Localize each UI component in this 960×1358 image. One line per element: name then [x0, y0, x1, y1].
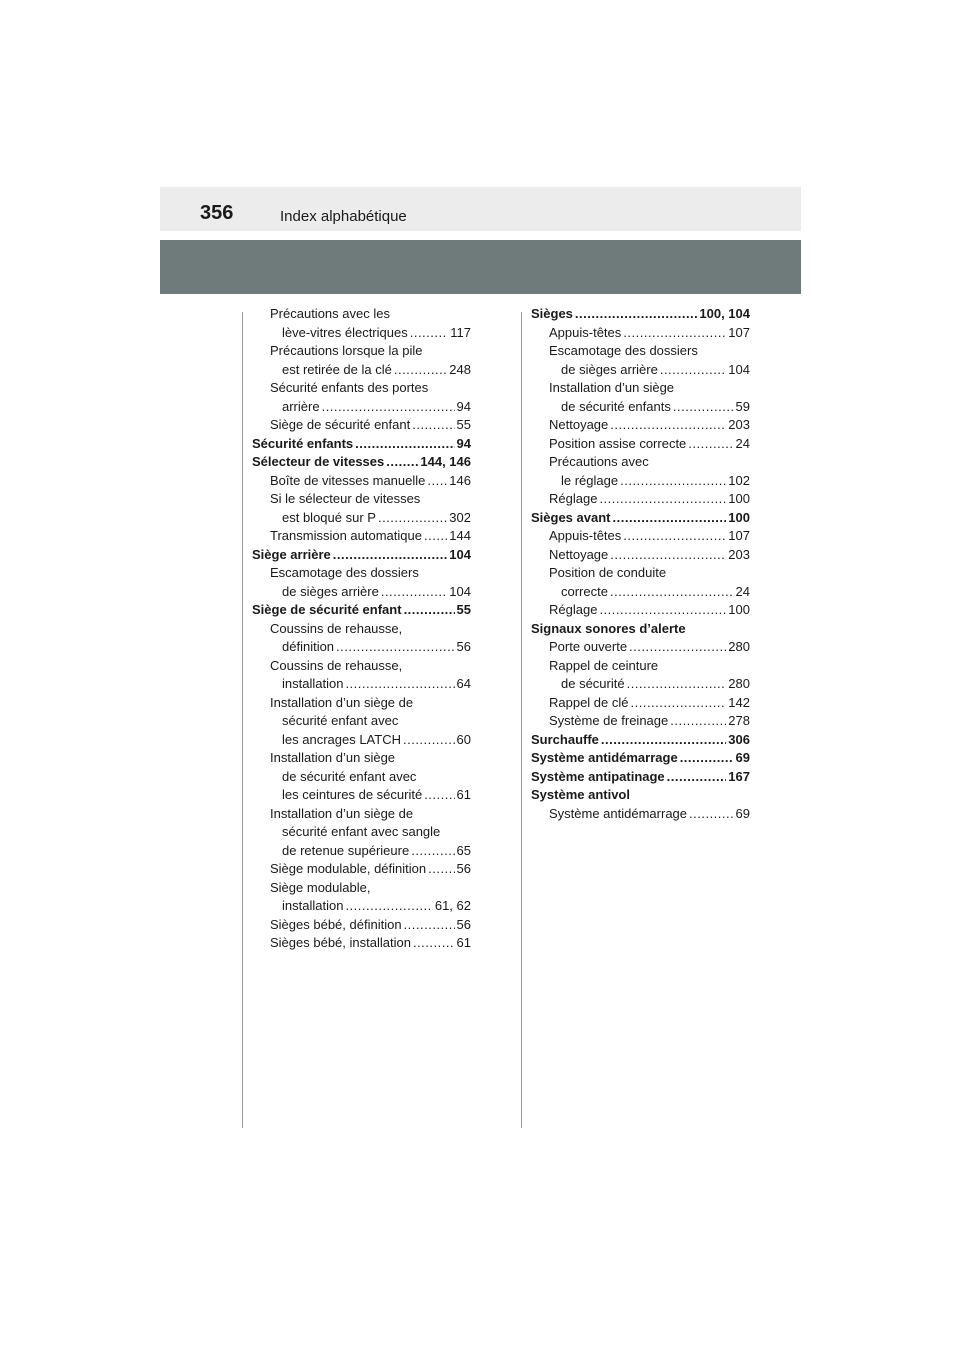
- index-page-ref: 64: [456, 676, 471, 691]
- index-term: Sécurité enfants: [252, 435, 354, 451]
- index-term: Installation d’un siège de: [270, 805, 414, 821]
- index-page-ref: 117: [450, 324, 471, 340]
- index-entry: [252, 601, 471, 620]
- index-subentry: [531, 361, 750, 380]
- index-subentry: [531, 638, 750, 657]
- index-subentry: [252, 897, 471, 916]
- leader-dots: [424, 786, 454, 805]
- index-term: Sièges: [531, 306, 573, 321]
- index-subentry: [252, 305, 471, 324]
- index-term: est retirée de la clé: [282, 361, 392, 377]
- index-term: Sécurité enfants des portes: [270, 380, 429, 395]
- index-term: Installation d’un siège: [549, 380, 675, 395]
- index-entry: [531, 620, 750, 639]
- index-subentry: [252, 934, 471, 953]
- leader-dots: [322, 398, 455, 417]
- index-subentry: [252, 860, 471, 879]
- index-page-ref: 61: [456, 935, 471, 950]
- index-page-ref: 100: [728, 491, 750, 506]
- index-term: de sièges arrière: [561, 361, 658, 377]
- index-subentry: [252, 805, 471, 824]
- index-page-ref: 167: [728, 768, 750, 784]
- index-term: Nettoyage: [549, 417, 609, 432]
- index-column-left: [252, 305, 471, 953]
- leader-dots: [403, 731, 455, 750]
- index-term: Système de freinage: [549, 713, 669, 728]
- index-subentry: [252, 324, 471, 343]
- index-page-ref: 59: [735, 398, 750, 414]
- index-subentry: [252, 416, 471, 435]
- index-term: sécurité enfant avec: [282, 713, 399, 728]
- leader-dots: [410, 324, 449, 343]
- index-subentry: [252, 361, 471, 380]
- index-term: lève-vitres électriques: [282, 324, 408, 340]
- index-subentry: [531, 472, 750, 491]
- index-page-ref: 107: [728, 324, 750, 340]
- leader-dots: [345, 675, 454, 694]
- leader-dots: [613, 509, 727, 528]
- index-entry: [252, 546, 471, 565]
- index-term: arrière: [282, 398, 320, 414]
- index-page-ref: 203: [728, 417, 750, 432]
- index-term: Transmission automatique: [270, 528, 422, 543]
- leader-dots: [336, 638, 454, 657]
- index-subentry: [531, 675, 750, 694]
- index-subentry: [531, 712, 750, 731]
- index-term: Coussins de rehausse,: [270, 657, 403, 673]
- index-page-ref: 102: [728, 472, 750, 488]
- index-subentry: [252, 675, 471, 694]
- index-subentry: [252, 583, 471, 602]
- leader-dots: [620, 472, 726, 491]
- index-page-ref: 60: [456, 731, 471, 747]
- index-subentry: [252, 842, 471, 861]
- index-subentry: [531, 342, 750, 361]
- index-page-ref: 100, 104: [699, 306, 750, 321]
- leader-dots: [378, 509, 447, 528]
- index-term: Boîte de vitesses manuelle: [270, 472, 426, 488]
- header-band: [160, 240, 801, 294]
- index-subentry: [531, 416, 750, 435]
- index-term: de sécurité: [561, 676, 625, 691]
- index-page-ref: 142: [728, 694, 750, 710]
- index-subentry: [531, 564, 750, 583]
- leader-dots: [627, 675, 727, 694]
- index-page-ref: 280: [728, 676, 750, 691]
- index-subentry: [531, 805, 750, 824]
- index-term: de sièges arrière: [282, 583, 379, 599]
- index-term: Système antipatinage: [531, 768, 665, 784]
- index-term: Réglage: [549, 491, 598, 506]
- index-term: Siège arrière: [252, 546, 331, 562]
- index-term: Position assise correcte: [549, 435, 687, 451]
- index-term: Installation d’un siège: [270, 750, 396, 765]
- leader-dots: [386, 453, 418, 472]
- index-subentry: [252, 472, 471, 491]
- leader-dots: [680, 749, 734, 768]
- leader-dots: [623, 527, 726, 546]
- index-page-ref: 104: [449, 583, 471, 599]
- leader-dots: [610, 583, 734, 602]
- leader-dots: [599, 601, 726, 620]
- index-page-ref: 203: [728, 546, 750, 562]
- index-page-ref: 94: [456, 435, 471, 451]
- index-subentry: [252, 620, 471, 639]
- section-title: Index alphabétique: [280, 208, 407, 225]
- leader-dots: [355, 435, 454, 454]
- leader-dots: [345, 897, 432, 916]
- leader-dots: [411, 842, 454, 861]
- index-subentry: [252, 527, 471, 546]
- leader-dots: [673, 398, 734, 417]
- index-subentry: [531, 453, 750, 472]
- index-subentry: [531, 694, 750, 713]
- index-entry: [531, 731, 750, 750]
- index-subentry: [531, 490, 750, 509]
- index-subentry: [252, 342, 471, 361]
- index-page-ref: 94: [456, 398, 471, 414]
- leader-dots: [610, 416, 726, 435]
- index-term: le réglage: [561, 472, 619, 488]
- index-subentry: [531, 546, 750, 565]
- leader-dots: [631, 694, 727, 713]
- leader-dots: [623, 324, 726, 343]
- index-subentry: [252, 749, 471, 768]
- index-term: correcte: [561, 583, 608, 599]
- index-page-ref: 146: [449, 472, 471, 488]
- leader-dots: [667, 768, 727, 787]
- index-subentry: [252, 638, 471, 657]
- index-page-ref: 69: [735, 750, 750, 765]
- index-subentry: [531, 583, 750, 602]
- index-subentry: [252, 657, 471, 676]
- index-subentry: [252, 694, 471, 713]
- index-subentry: [531, 657, 750, 676]
- index-page-ref: 69: [735, 805, 750, 821]
- index-term: Système antivol: [531, 787, 630, 802]
- index-page-ref: 56: [456, 916, 471, 932]
- leader-dots: [599, 490, 726, 509]
- index-page-ref: 100: [728, 602, 750, 617]
- index-entry: [531, 749, 750, 768]
- index-term: est bloqué sur P: [282, 509, 376, 525]
- page-number: 356: [200, 202, 234, 224]
- index-term: Précautions avec: [549, 454, 649, 469]
- index-term: Sièges avant: [531, 509, 611, 525]
- leader-dots: [412, 416, 454, 435]
- index-page-ref: 144, 146: [420, 454, 471, 469]
- index-term: Si le sélecteur de vitesses: [270, 491, 421, 506]
- leader-dots: [660, 361, 726, 380]
- index-page-ref: 61: [456, 787, 471, 802]
- leader-dots: [404, 601, 455, 620]
- index-term: Coussins de rehausse,: [270, 620, 403, 636]
- index-subentry: [252, 879, 471, 898]
- leader-dots: [394, 361, 447, 380]
- leader-dots: [424, 527, 447, 546]
- index-term: Porte ouverte: [549, 639, 628, 654]
- left-column-rule: [242, 312, 243, 1128]
- index-term: les ancrages LATCH: [282, 731, 401, 747]
- leader-dots: [670, 712, 726, 731]
- index-term: Sièges bébé, définition: [270, 916, 402, 932]
- index-subentry: [252, 712, 471, 731]
- index-subentry: [531, 398, 750, 417]
- index-subentry: [252, 379, 471, 398]
- index-page-ref: 306: [728, 731, 750, 747]
- index-term: Sélecteur de vitesses: [252, 454, 385, 469]
- index-page-ref: 248: [449, 361, 471, 377]
- index-term: Siège de sécurité enfant: [252, 602, 402, 617]
- index-term: Rappel de clé: [549, 694, 629, 710]
- index-subentry: [531, 379, 750, 398]
- index-term: Nettoyage: [549, 546, 609, 562]
- index-subentry: [252, 490, 471, 509]
- index-subentry: [252, 731, 471, 750]
- index-page-ref: 65: [456, 842, 471, 858]
- index-subentry: [252, 916, 471, 935]
- index-term: de sécurité enfants: [561, 398, 671, 414]
- leader-dots: [333, 546, 448, 565]
- index-column-right: [531, 305, 750, 823]
- index-page-ref: 100: [728, 509, 750, 525]
- index-entry: [531, 768, 750, 787]
- index-page-ref: 55: [456, 417, 471, 432]
- index-page-ref: 24: [735, 583, 750, 599]
- index-page-ref: 56: [456, 639, 471, 654]
- index-page-ref: 24: [735, 435, 750, 451]
- index-term: sécurité enfant avec sangle: [282, 824, 441, 839]
- index-page-ref: 56: [456, 861, 471, 876]
- index-page-ref: 104: [449, 546, 471, 562]
- index-entry: [531, 305, 750, 324]
- index-subentry: [252, 564, 471, 583]
- index-subentry: [252, 768, 471, 787]
- index-term: définition: [282, 639, 335, 654]
- index-term: Précautions lorsque la pile: [270, 343, 423, 358]
- leader-dots: [427, 472, 447, 491]
- leader-dots: [413, 934, 455, 953]
- index-term: Siège modulable, définition: [270, 861, 427, 876]
- index-term: Installation d’un siège de: [270, 694, 414, 710]
- leader-dots: [381, 583, 447, 602]
- index-subentry: [252, 823, 471, 842]
- index-subentry: [531, 527, 750, 546]
- leader-dots: [428, 860, 454, 879]
- index-page-ref: 144: [449, 528, 471, 543]
- index-page-ref: 280: [728, 639, 750, 654]
- index-page-ref: 55: [456, 602, 471, 617]
- index-term: Escamotage des dossiers: [270, 565, 419, 580]
- index-subentry: [252, 786, 471, 805]
- index-term: Escamotage des dossiers: [549, 343, 698, 358]
- leader-dots: [404, 916, 455, 935]
- index-term: Signaux sonores d’alerte: [531, 620, 686, 636]
- index-subentry: [531, 324, 750, 343]
- index-entry: [252, 435, 471, 454]
- index-page-ref: 107: [728, 528, 750, 543]
- index-term: Appuis-têtes: [549, 324, 622, 340]
- index-subentry: [252, 509, 471, 528]
- leader-dots: [575, 305, 697, 324]
- index-page-ref: 302: [449, 509, 471, 525]
- index-term: installation: [282, 676, 344, 691]
- index-term: Précautions avec les: [270, 306, 390, 321]
- index-term: Appuis-têtes: [549, 528, 622, 543]
- leader-dots: [629, 638, 726, 657]
- index-page-ref: 61, 62: [434, 898, 471, 913]
- leader-dots: [601, 731, 726, 750]
- leader-dots: [689, 805, 734, 824]
- index-entry: [531, 509, 750, 528]
- index-term: Réglage: [549, 602, 598, 617]
- index-term: les ceintures de sécurité: [282, 787, 423, 802]
- middle-column-rule: [521, 312, 522, 1128]
- index-entry: [252, 453, 471, 472]
- index-term: Surchauffe: [531, 731, 599, 747]
- index-term: Position de conduite: [549, 565, 667, 580]
- index-subentry: [531, 601, 750, 620]
- index-term: Système antidémarrage: [549, 805, 688, 821]
- index-subentry: [531, 435, 750, 454]
- index-term: de sécurité enfant avec: [282, 768, 417, 784]
- index-page-ref: 278: [728, 713, 750, 728]
- index-page-ref: 104: [728, 361, 750, 377]
- index-term: installation: [282, 898, 344, 913]
- index-term: Sièges bébé, installation: [270, 935, 411, 950]
- index-term: Siège de sécurité enfant: [270, 417, 411, 432]
- leader-dots: [610, 546, 726, 565]
- page-header: [160, 187, 801, 231]
- index-term: Siège modulable,: [270, 879, 371, 895]
- index-term: Rappel de ceinture: [549, 657, 659, 673]
- index-term: de retenue supérieure: [282, 842, 410, 858]
- leader-dots: [688, 435, 733, 454]
- index-term: Système antidémarrage: [531, 750, 678, 765]
- index-subentry: [252, 398, 471, 417]
- index-entry: [531, 786, 750, 805]
